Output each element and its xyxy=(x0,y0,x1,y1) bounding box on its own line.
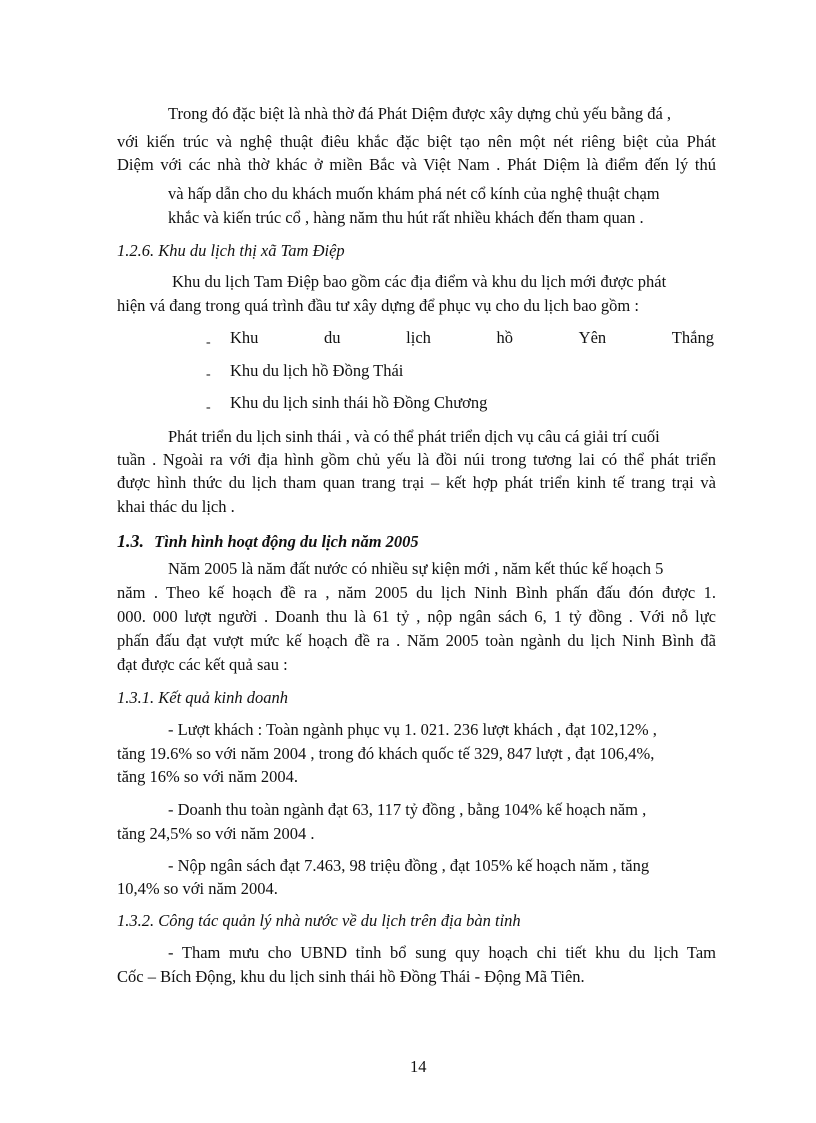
para4-line4: phấn đấu đạt vượt mức kế hoạch đề ra . Năm 2005 toàn ngành du lịch Ninh Bình đã xyxy=(117,631,716,650)
bullet1-word: Khu xyxy=(230,328,259,347)
para2-line2: hiện vá đang trong quá trình đầu tư xây dựng để phục vụ cho du lịch bao gồm : xyxy=(117,296,639,315)
bullet1-word: Yên xyxy=(578,328,607,347)
para1-line3: Diệm với các nhà thờ khác ở miền Bắc và Việt Nam . Phát Diệm là điểm đến lý thú xyxy=(117,155,716,174)
heading-1-3-2: 1.3.2. Công tác quản lý nhà nước về du lịch trên địa bàn tỉnh xyxy=(117,911,521,930)
para6-line2: tăng 24,5% so với năm 2004 . xyxy=(117,824,315,843)
para7-line2: 10,4% so với năm 2004. xyxy=(117,879,278,898)
bullet-item-dong-chuong: Khu du lịch sinh thái hồ Đồng Chương xyxy=(230,393,488,412)
para1-line2: với kiến trúc và nghệ thuật điêu khắc đặc biệt tạo nên một nét riêng biệt của Phát xyxy=(117,132,716,151)
page-number: 14 xyxy=(410,1057,427,1076)
bullet1-word: hồ xyxy=(496,328,514,347)
heading-1-3-number: 1.3. xyxy=(117,531,144,551)
bullet-item-yen-thang xyxy=(230,328,714,348)
para8-line2: Cốc – Bích Động, khu du lịch sinh thái hồ Đồng Thái - Động Mã Tiên. xyxy=(117,967,585,986)
para3-line3: được hình thức du lịch tham quan trang trại – kết hợp phát triển kinh tế trang trại và xyxy=(117,473,716,492)
para6-line1: - Doanh thu toàn ngành đạt 63, 117 tỷ đồng , bằng 104% kế hoạch năm , xyxy=(168,800,647,819)
bullet1-word: du xyxy=(324,328,341,347)
para1-line1: Trong đó đặc biệt là nhà thờ đá Phát Diệm được xây dựng chủ yếu bằng đá , xyxy=(168,104,672,123)
para3-line4: khai thác du lịch . xyxy=(117,497,235,516)
para5-line3: tăng 16% so với năm 2004. xyxy=(117,767,299,786)
para3-line2: tuần . Ngoài ra với địa hình gồm chủ yếu là đồi núi trong tương lai có thể phát triển xyxy=(117,450,716,469)
para7-line1: - Nộp ngân sách đạt 7.463, 98 triệu đồng , đạt 105% kế hoạch năm , tăng xyxy=(168,856,650,875)
bullet-marker-2: - xyxy=(206,367,211,382)
bullet-marker-3: - xyxy=(206,400,211,415)
para4-line3: 000. 000 lượt người . Doanh thu là 61 tỷ , nộp ngân sách 6, 1 tỷ đồng . Với nỗ lực xyxy=(117,607,716,626)
heading-1-3 xyxy=(117,531,419,552)
para3-line1: Phát triển du lịch sinh thái , và có thể phát triển dịch vụ câu cá giải trí cuối xyxy=(168,427,660,446)
para1-line4: và hấp dẫn cho du khách muốn khám phá nét cổ kính của nghệ thuật chạm xyxy=(168,184,660,203)
para5-line2: tăng 19.6% so với năm 2004 , trong đó khách quốc tế 329, 847 lượt , đạt 106,4%, xyxy=(117,744,655,763)
para1-line5: khắc và kiến trúc cổ , hàng năm thu hút rất nhiều khách đến tham quan . xyxy=(168,208,644,227)
para4-line5: đạt được các kết quả sau : xyxy=(117,655,288,674)
bullet-item-dong-thai: Khu du lịch hồ Đồng Thái xyxy=(230,361,404,380)
heading-1-3-1: 1.3.1. Kết quả kinh doanh xyxy=(117,688,288,707)
bullet1-word: lịch xyxy=(406,328,431,347)
para4-line1: Năm 2005 là năm đất nước có nhiều sự kiện mới , năm kết thúc kế hoạch 5 xyxy=(168,559,664,578)
para5-line1: - Lượt khách : Toàn ngành phục vụ 1. 021. 236 lượt khách , đạt 102,12% , xyxy=(168,720,657,739)
heading-1-2-6: 1.2.6. Khu du lịch thị xã Tam Điệp xyxy=(117,241,345,260)
para4-line2: năm . Theo kế hoạch đề ra , năm 2005 du lịch Ninh Bình phấn đấu đón được 1. xyxy=(117,583,716,602)
para8-line1: - Tham mưu cho UBND tỉnh bổ sung quy hoạch chi tiết khu du lịch Tam xyxy=(168,943,716,962)
bullet-marker-1: - xyxy=(206,335,211,350)
para2-line1: Khu du lịch Tam Điệp bao gồm các địa điểm và khu du lịch mới được phát xyxy=(172,272,667,291)
bullet1-word: Thắng xyxy=(671,328,714,347)
heading-1-3-title: Tình hình hoạt động du lịch năm 2005 xyxy=(154,532,419,551)
